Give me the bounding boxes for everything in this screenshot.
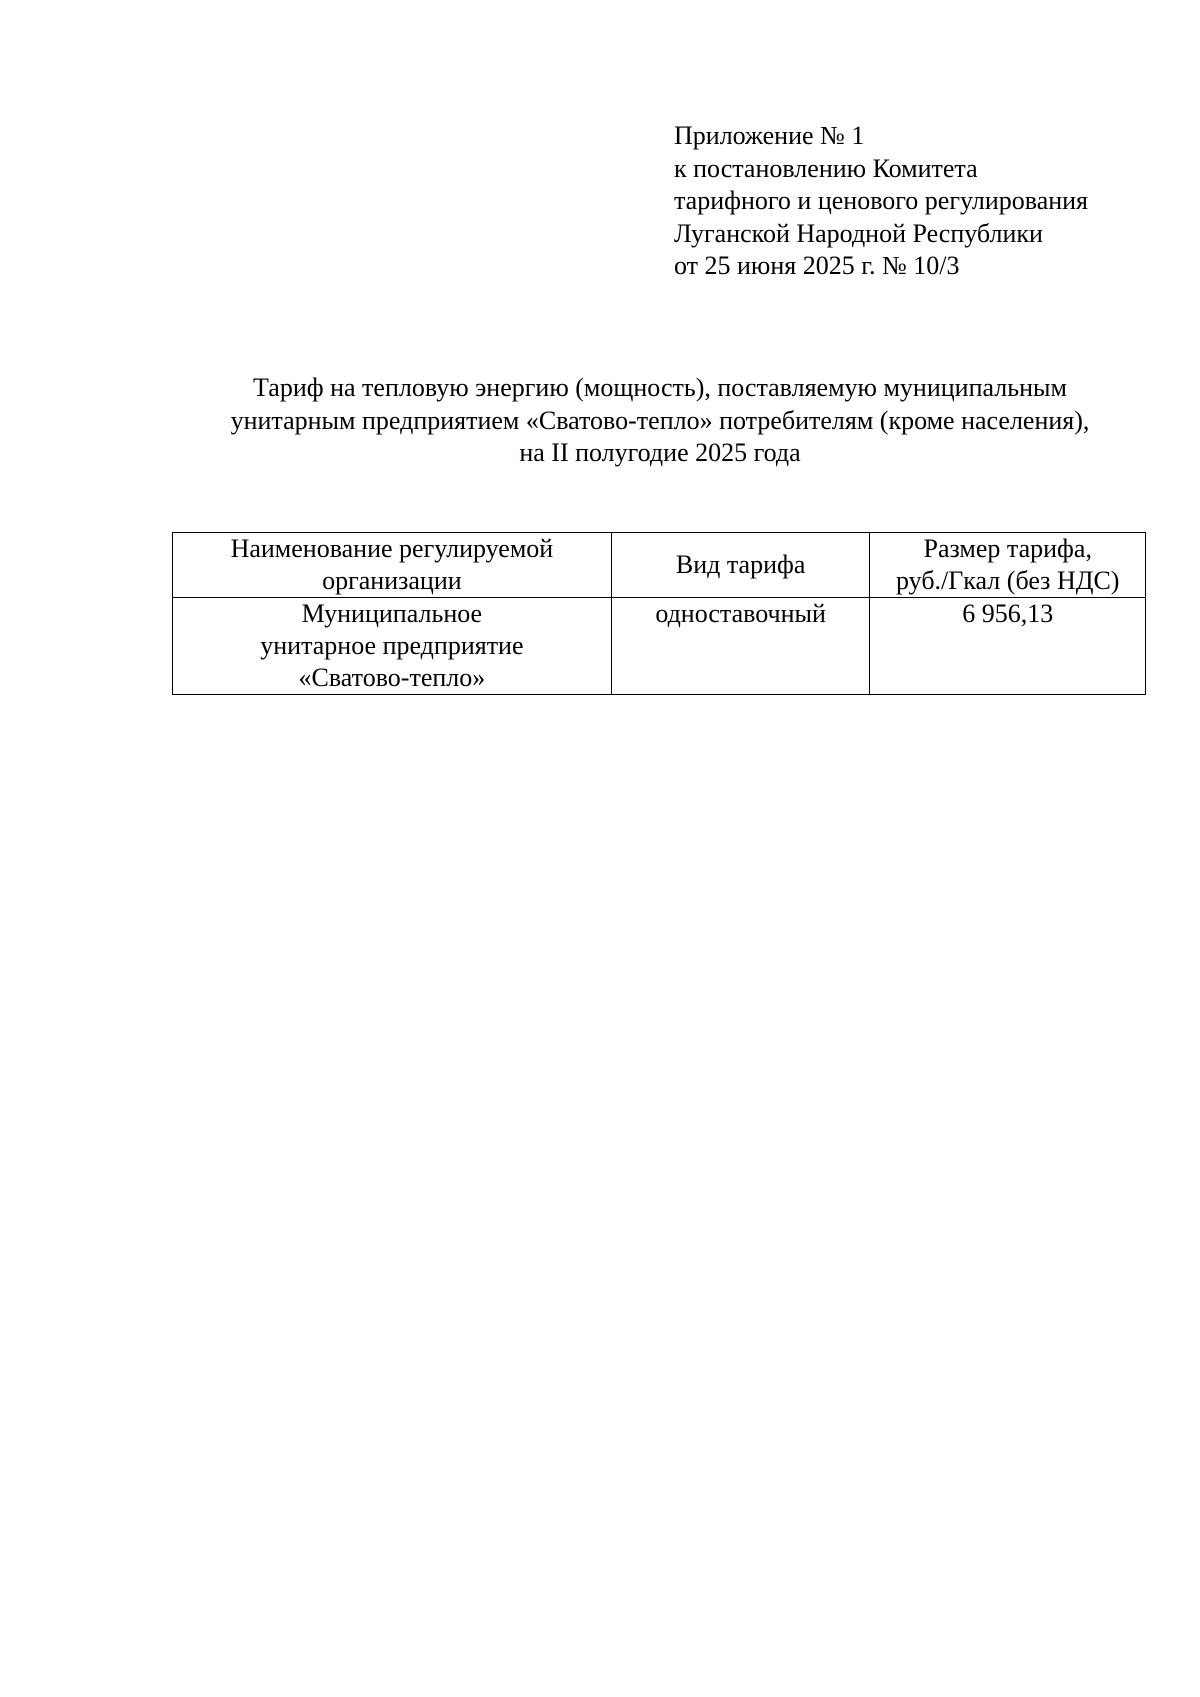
- appendix-line: от 25 июня 2025 г. № 10/3: [674, 251, 960, 280]
- title-line: Тариф на тепловую энергию (мощность), поставляемую муниципальным: [253, 373, 1067, 402]
- header-tariff-type-line: Вид тарифа: [675, 550, 806, 579]
- appendix-line: к постановлению Комитета: [674, 153, 978, 183]
- appendix-block: [674, 120, 1088, 283]
- appendix-line: тарифного и ценового регулирования: [674, 186, 1089, 215]
- appendix-line: Приложение № 1: [674, 121, 865, 150]
- title-line: на II полугодие 2025 года: [519, 438, 801, 467]
- cell-tariff-value-text: 6 956,13: [962, 599, 1054, 628]
- cell-tariff-type: [611, 598, 870, 695]
- header-organization-line: Наименование регулируемой: [230, 534, 554, 563]
- header-tariff-value-line: Размер тарифа,: [923, 534, 1092, 563]
- header-organization: [173, 533, 612, 598]
- table-row: [173, 598, 1146, 695]
- title-line: унитарным предприятием «Сватово-тепло» потребителям (кроме населения),: [230, 405, 1090, 435]
- table-header-row: [173, 533, 1146, 598]
- cell-organization-line: Муниципальное: [301, 599, 483, 628]
- table-body: [173, 598, 1146, 695]
- cell-tariff-value: [870, 598, 1146, 695]
- appendix-line: Луганской Народной Республики: [674, 218, 1043, 248]
- header-organization-line: организации: [322, 566, 462, 595]
- header-tariff-value: [870, 533, 1146, 598]
- cell-organization-line: унитарное предприятие: [260, 631, 524, 660]
- tariff-table: [172, 532, 1146, 695]
- header-tariff-value-line: руб./Гкал (без НДС): [896, 566, 1120, 595]
- table-header: [173, 533, 1146, 598]
- cell-organization-line: «Сватово-тепло»: [298, 663, 486, 692]
- document-title: [160, 372, 1160, 470]
- cell-tariff-type-text: одноставочный: [655, 599, 826, 628]
- cell-organization: [173, 598, 612, 695]
- header-tariff-type: [611, 533, 870, 598]
